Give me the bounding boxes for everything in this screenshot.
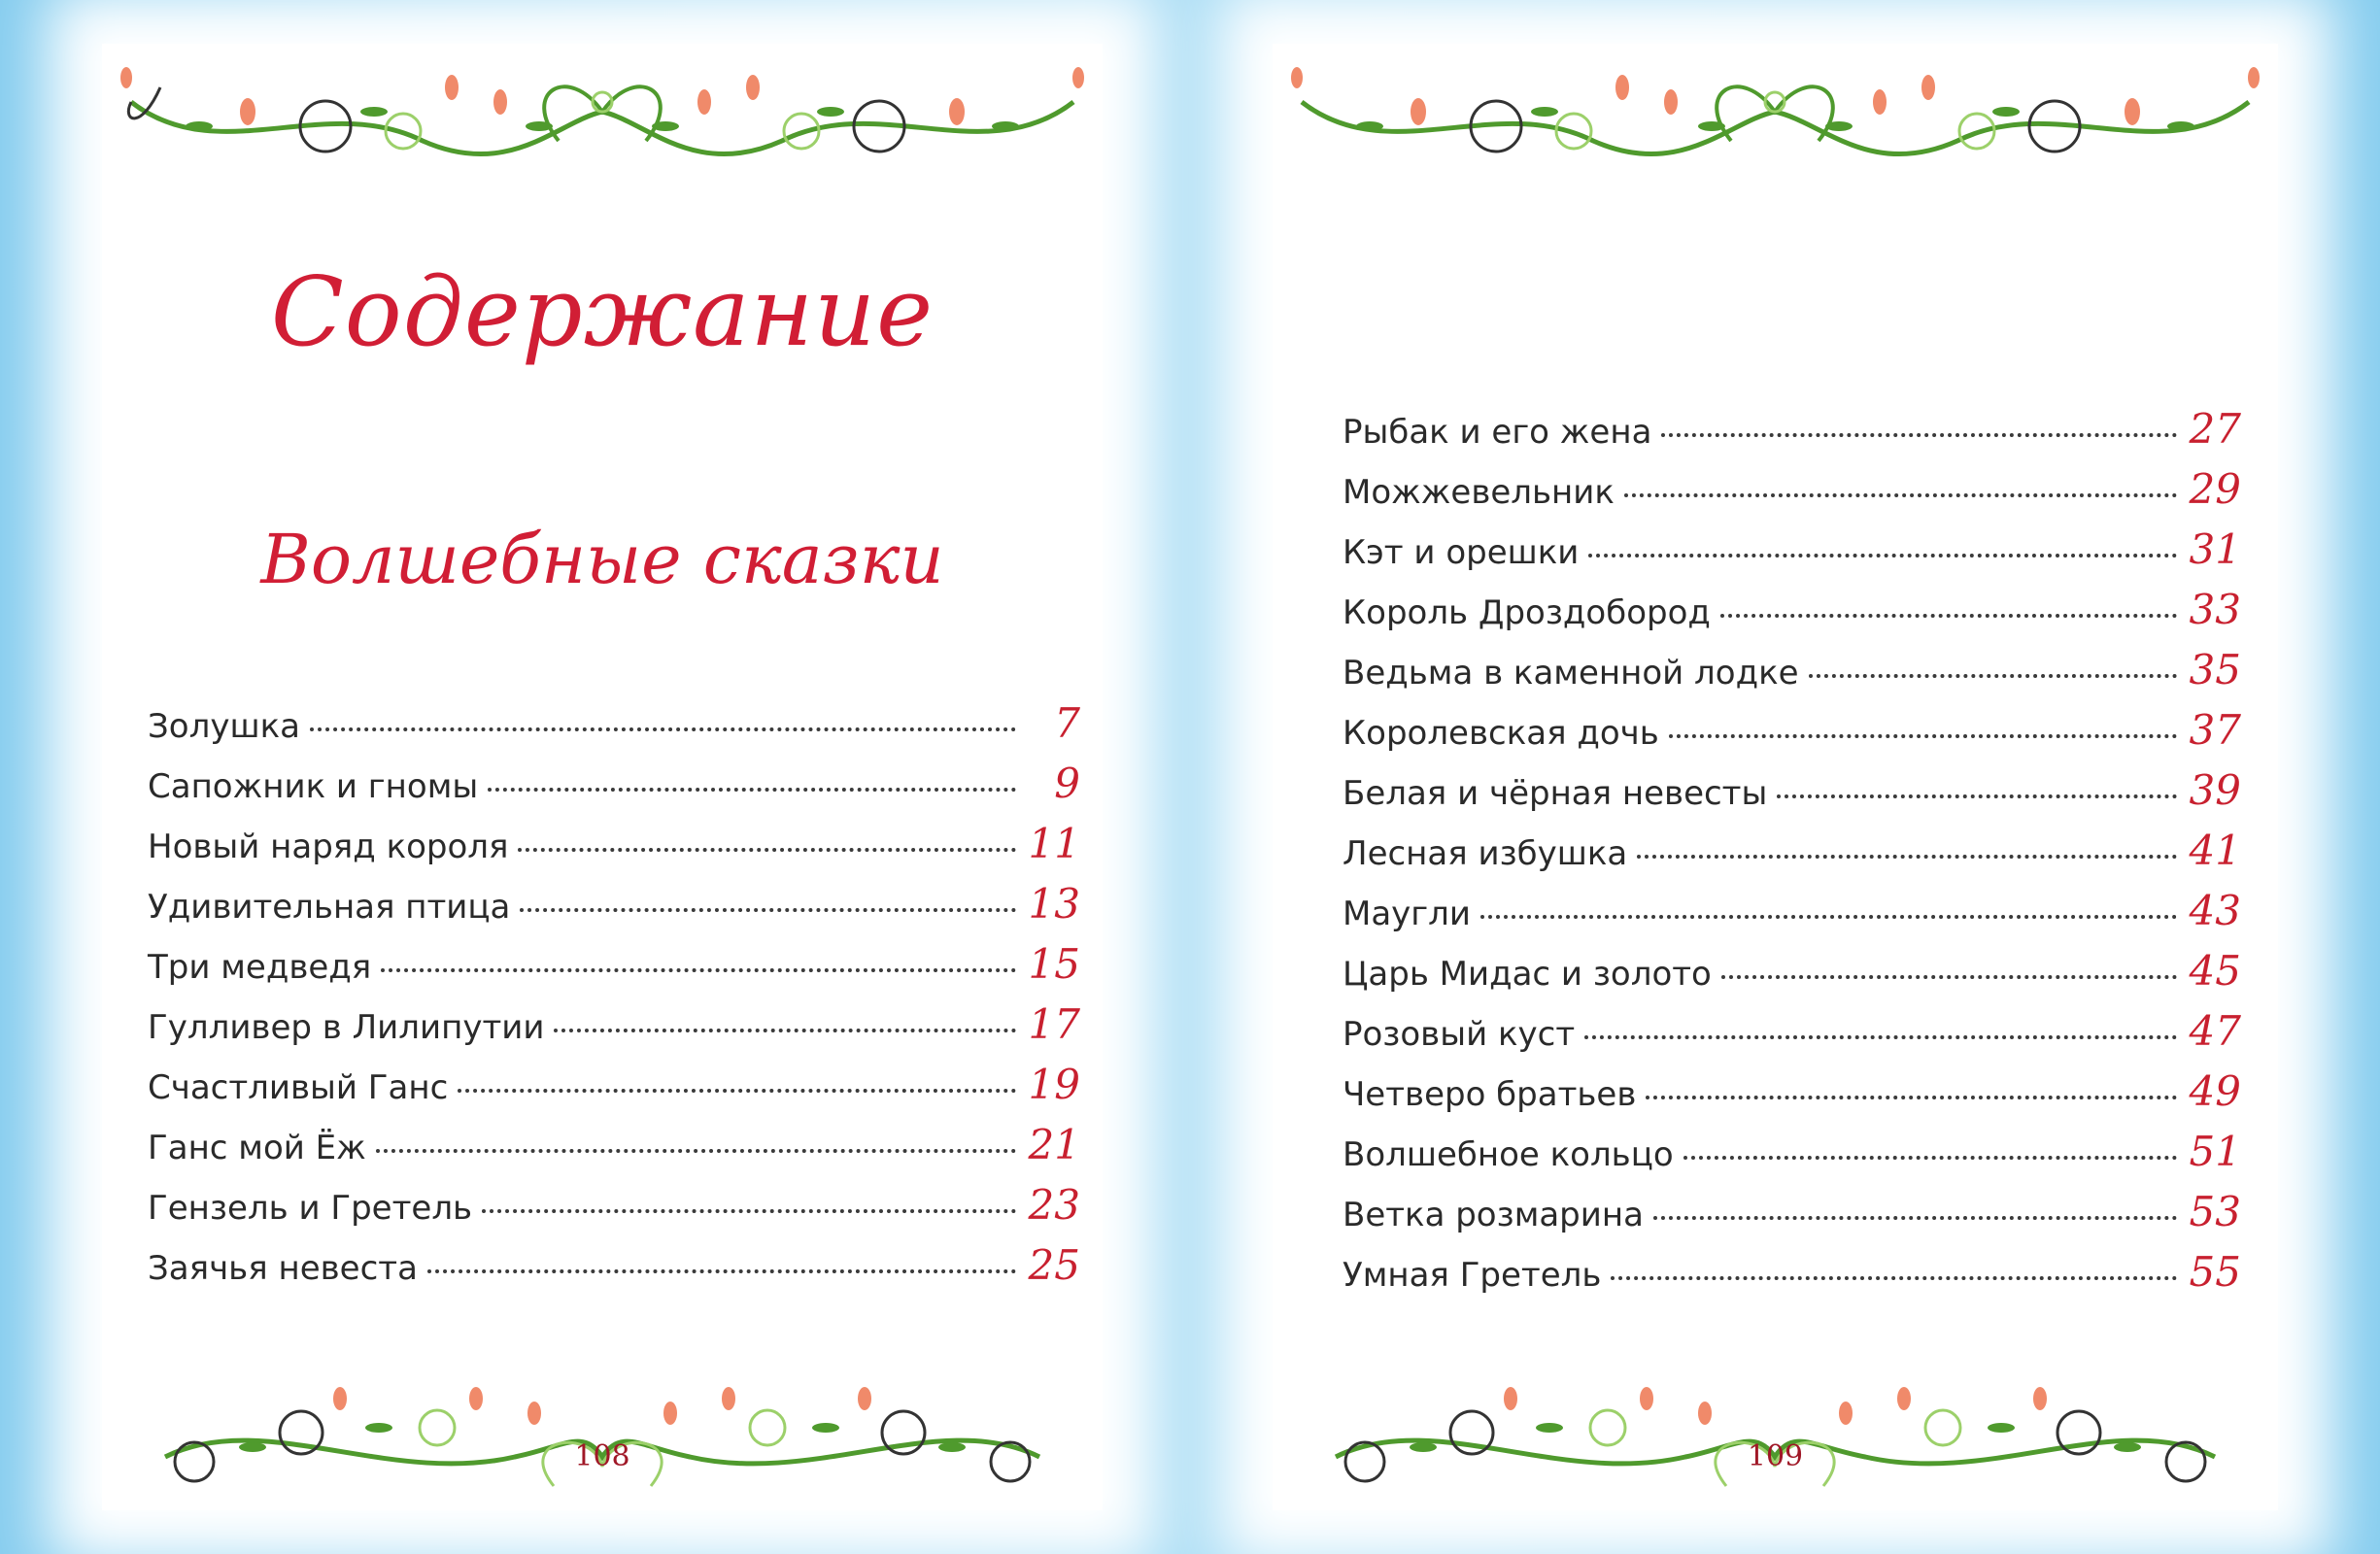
toc-leader bbox=[1480, 915, 2177, 919]
toc-entry-page: 37 bbox=[2189, 706, 2241, 754]
toc-entry[interactable] bbox=[1343, 706, 2241, 766]
toc-leader bbox=[1720, 614, 2177, 618]
toc-leader bbox=[1809, 674, 2177, 678]
toc-entry-page: 13 bbox=[1028, 880, 1080, 928]
toc-entry-title: Три медведя bbox=[148, 948, 372, 987]
toc-entry-title: Заячья невеста bbox=[148, 1249, 418, 1288]
toc-entry-title: Волшебное кольцо bbox=[1343, 1135, 1674, 1174]
toc-entry-page: 45 bbox=[2189, 947, 2241, 995]
section-title: Волшебные сказки bbox=[260, 520, 944, 599]
toc-entry-title: Ветка розмарина bbox=[1343, 1196, 1644, 1234]
toc-entry-page: 9 bbox=[1054, 760, 1080, 807]
toc-entry[interactable] bbox=[1343, 646, 2241, 706]
toc-list-left bbox=[148, 699, 1080, 1301]
toc-leader bbox=[376, 1149, 1016, 1153]
toc-leader bbox=[1646, 1096, 2177, 1099]
toc-entry[interactable] bbox=[1343, 887, 2241, 947]
toc-entry[interactable] bbox=[148, 1241, 1080, 1301]
toc-leader bbox=[1777, 794, 2177, 798]
toc-entry-page: 29 bbox=[2189, 465, 2241, 513]
toc-entry[interactable] bbox=[148, 1121, 1080, 1181]
toc-entry-title: Король Дроздобород bbox=[1343, 593, 1711, 632]
toc-entry-title: Умная Гретель bbox=[1343, 1256, 1602, 1295]
page-number: 108 bbox=[574, 1439, 630, 1473]
toc-entry-title: Розовый куст bbox=[1343, 1015, 1576, 1054]
page-number: 109 bbox=[1747, 1439, 1804, 1473]
toc-entry[interactable] bbox=[1343, 947, 2241, 1007]
toc-entry-page: 25 bbox=[1028, 1241, 1080, 1289]
toc-leader bbox=[310, 727, 1016, 731]
toc-entry[interactable] bbox=[148, 699, 1080, 760]
toc-entry[interactable] bbox=[1343, 525, 2241, 586]
toc-entry-page: 49 bbox=[2189, 1067, 2241, 1115]
toc-entry-page: 43 bbox=[2189, 887, 2241, 934]
toc-leader bbox=[1653, 1216, 2177, 1220]
toc-entry-title: Маугли bbox=[1343, 895, 1471, 933]
toc-entry[interactable] bbox=[148, 1000, 1080, 1061]
toc-entry-title: Удивительная птица bbox=[148, 888, 511, 927]
toc-entry-page: 55 bbox=[2189, 1248, 2241, 1296]
toc-entry[interactable] bbox=[1343, 465, 2241, 525]
toc-entry[interactable] bbox=[1343, 827, 2241, 887]
toc-leader bbox=[1721, 975, 2177, 979]
toc-leader bbox=[381, 968, 1016, 972]
toc-entry-page: 21 bbox=[1028, 1121, 1080, 1168]
toc-entry-title: Ведьма в каменной лодке bbox=[1343, 654, 1799, 693]
toc-entry-page: 41 bbox=[2189, 827, 2241, 874]
toc-entry-title: Гулливер в Лилипутии bbox=[148, 1008, 545, 1047]
toc-leader bbox=[1611, 1276, 2177, 1280]
toc-entry-page: 15 bbox=[1028, 940, 1080, 988]
toc-entry-title: Гензель и Гретель bbox=[148, 1189, 473, 1228]
toc-entry[interactable] bbox=[1343, 1188, 2241, 1248]
toc-leader bbox=[518, 848, 1016, 852]
toc-leader bbox=[1584, 1035, 2177, 1039]
toc-entry-title: Новый наряд короля bbox=[148, 828, 509, 866]
toc-entry-title: Можжевельник bbox=[1343, 473, 1615, 512]
left-page bbox=[102, 44, 1103, 1510]
toc-leader bbox=[427, 1269, 1016, 1273]
page-title: Содержание bbox=[270, 257, 935, 368]
toc-leader bbox=[482, 1209, 1016, 1213]
toc-entry-page: 23 bbox=[1028, 1181, 1080, 1229]
vine-ornament-icon bbox=[1273, 34, 2278, 180]
toc-leader bbox=[1637, 855, 2177, 859]
toc-leader bbox=[1683, 1156, 2177, 1160]
toc-leader bbox=[520, 908, 1016, 912]
toc-leader bbox=[1669, 734, 2177, 738]
toc-entry[interactable] bbox=[148, 1181, 1080, 1241]
toc-entry[interactable] bbox=[1343, 1007, 2241, 1067]
toc-entry[interactable] bbox=[148, 880, 1080, 940]
toc-entry-title: Царь Мидас и золото bbox=[1343, 955, 1712, 994]
toc-entry[interactable] bbox=[1343, 766, 2241, 827]
toc-entry-page: 19 bbox=[1028, 1061, 1080, 1108]
toc-leader bbox=[1661, 433, 2177, 437]
toc-entry-page: 17 bbox=[1028, 1000, 1080, 1048]
toc-entry[interactable] bbox=[148, 760, 1080, 820]
toc-entry[interactable] bbox=[1343, 1248, 2241, 1308]
toc-entry-page: 31 bbox=[2189, 525, 2241, 573]
toc-entry-page: 51 bbox=[2189, 1128, 2241, 1175]
toc-entry-page: 11 bbox=[1028, 820, 1080, 867]
toc-entry-title: Кэт и орешки bbox=[1343, 533, 1580, 572]
toc-leader bbox=[554, 1029, 1016, 1032]
toc-entry[interactable] bbox=[1343, 405, 2241, 465]
toc-entry-title: Счастливый Ганс bbox=[148, 1068, 449, 1107]
toc-entry[interactable] bbox=[1343, 1128, 2241, 1188]
toc-entry-page: 33 bbox=[2189, 586, 2241, 633]
toc-entry-title: Белая и чёрная невесты bbox=[1343, 774, 1768, 813]
toc-entry-title: Королевская дочь bbox=[1343, 714, 1659, 753]
toc-entry-title: Рыбак и его жена bbox=[1343, 413, 1652, 452]
toc-entry[interactable] bbox=[148, 820, 1080, 880]
toc-entry[interactable] bbox=[148, 1061, 1080, 1121]
toc-leader bbox=[1624, 493, 2177, 497]
toc-entry-title: Ганс мой Ёж bbox=[148, 1129, 366, 1167]
toc-entry[interactable] bbox=[1343, 586, 2241, 646]
toc-entry-title: Лесная избушка bbox=[1343, 834, 1628, 873]
toc-entry-page: 27 bbox=[2189, 405, 2241, 453]
toc-entry[interactable] bbox=[1343, 1067, 2241, 1128]
toc-leader bbox=[458, 1089, 1016, 1093]
right-page bbox=[1273, 44, 2278, 1510]
toc-leader bbox=[1588, 554, 2177, 557]
toc-entry-title: Сапожник и гномы bbox=[148, 767, 479, 806]
toc-entry-page: 47 bbox=[2189, 1007, 2241, 1055]
toc-leader bbox=[488, 788, 1016, 792]
toc-entry[interactable] bbox=[148, 940, 1080, 1000]
toc-entry-page: 35 bbox=[2189, 646, 2241, 693]
toc-entry-title: Золушка bbox=[148, 707, 300, 746]
vine-ornament-icon bbox=[102, 34, 1103, 180]
toc-entry-page: 53 bbox=[2189, 1188, 2241, 1235]
toc-list-right bbox=[1343, 405, 2241, 1308]
toc-entry-page: 39 bbox=[2189, 766, 2241, 814]
toc-entry-title: Четверо братьев bbox=[1343, 1075, 1637, 1114]
toc-entry-page: 7 bbox=[1054, 699, 1080, 747]
